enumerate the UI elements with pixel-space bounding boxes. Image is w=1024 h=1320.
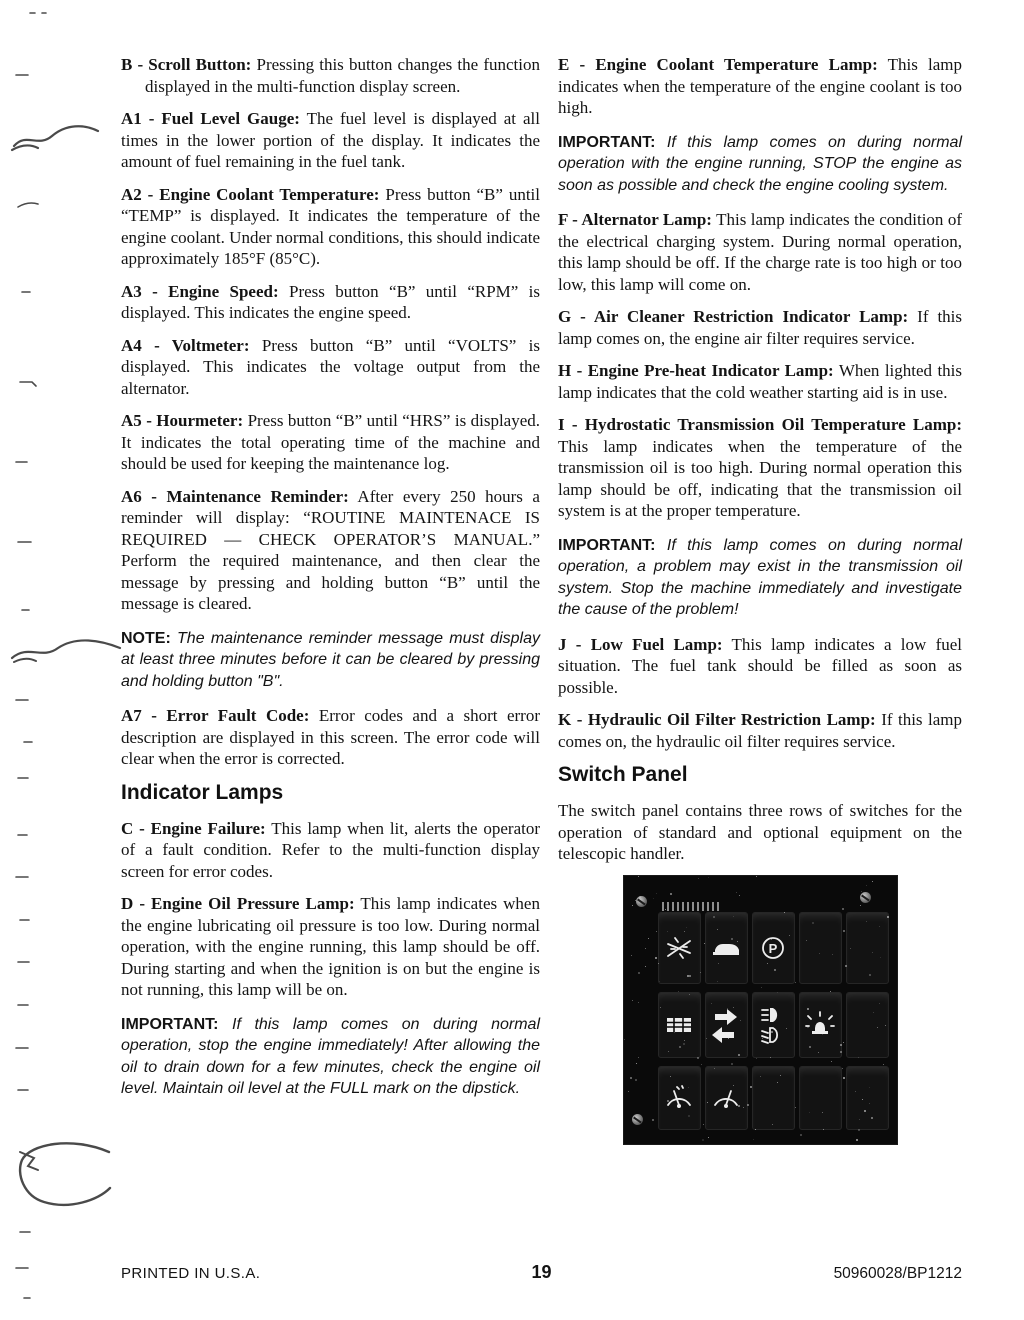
photo-grain xyxy=(679,1046,681,1048)
photo-grain xyxy=(706,1038,707,1039)
photo-grain xyxy=(670,1076,671,1077)
turn-signals-switch-icon xyxy=(711,1006,741,1044)
callout-lead: IMPORTANT: xyxy=(558,536,656,554)
manual-entry xyxy=(121,108,540,173)
manual-entry xyxy=(558,634,962,699)
photo-grain xyxy=(860,905,861,906)
entry-lead: H - Engine Pre-heat Indicator Lamp: xyxy=(558,361,834,380)
entry-text: After every 250 hours a reminder will display: “ROUTINE MAINTENACE IS REQUIRED — CHECK OPERATOR’S MANUAL.” Perform the required maintenance, and then clear the message by pressing and holding button “B” until the message is cleared. xyxy=(121,486,540,613)
manual-entry xyxy=(121,893,540,1001)
photo-grain xyxy=(667,931,668,932)
photo-grain xyxy=(648,938,649,939)
photo-grain xyxy=(743,1107,744,1108)
photo-grain xyxy=(697,1057,699,1059)
rocker-switch xyxy=(752,992,795,1058)
callout-paragraph xyxy=(121,628,540,693)
photo-grain xyxy=(655,957,657,959)
entry-lead: A4 - Voltmeter: xyxy=(121,335,250,355)
photo-grain xyxy=(668,1051,669,1052)
photo-grain xyxy=(760,1076,761,1077)
right-column xyxy=(558,54,962,1144)
photo-grain xyxy=(750,1086,752,1088)
photo-grain xyxy=(872,881,873,882)
photo-grain xyxy=(761,987,762,988)
frame-level-switch-icon xyxy=(664,935,694,961)
photo-grain xyxy=(755,1129,756,1130)
photo-grain xyxy=(772,1124,773,1125)
photo-grain xyxy=(707,1102,708,1103)
entry-lead: E - Engine Coolant Temperature Lamp: xyxy=(558,55,878,74)
photo-grain xyxy=(737,941,738,942)
manual-entry xyxy=(121,184,540,270)
rocker-switch xyxy=(846,912,889,984)
photo-grain xyxy=(674,1091,675,1092)
photo-grain xyxy=(771,1031,773,1033)
photo-grain xyxy=(738,1054,740,1056)
entry-lead: D - Engine Oil Pressure Lamp: xyxy=(121,894,355,913)
manual-entry xyxy=(558,209,962,295)
section-heading: Indicator Lamps xyxy=(121,780,284,804)
publication-code: 50960028/BP1212 xyxy=(833,1265,962,1282)
photo-grain xyxy=(762,1038,763,1039)
callout-lead: IMPORTANT: xyxy=(121,1015,219,1033)
entry-lead: J - Low Fuel Lamp: xyxy=(558,634,723,654)
photo-grain xyxy=(866,921,867,922)
manual-entry xyxy=(121,281,540,324)
front-wiper-switch-icon xyxy=(664,1085,694,1111)
entry-text: This lamp when lit, alerts the operator of a fault condition. Refer to the multi-function display screen for error codes. xyxy=(121,818,540,881)
photo-grain xyxy=(780,1075,781,1076)
entry-text: Press button “B” until “VOLTS” is displayed. This indicates the voltage output from the alternator. xyxy=(121,335,541,398)
photo-grain xyxy=(704,943,705,944)
photo-grain xyxy=(858,1057,859,1058)
photo-grain xyxy=(733,1007,734,1008)
photo-grain xyxy=(842,908,844,910)
manual-entry xyxy=(121,705,540,770)
photo-grain xyxy=(658,963,659,964)
page-number: 19 xyxy=(531,1262,552,1282)
entry-text: This lamp indicates when the temperature of the engine coolant is too high. xyxy=(558,55,962,117)
photo-grain xyxy=(822,1034,823,1035)
photo-grain xyxy=(635,1079,637,1081)
rocker-switch xyxy=(799,992,842,1058)
entry-text: Pressing this button changes the function displayed in the multi-function display screen. xyxy=(145,55,540,96)
entry-text: If this lamp comes on, the hydraulic oil filter requires service. xyxy=(558,710,963,751)
rocker-switch xyxy=(752,1066,795,1130)
printed-in-label: PRINTED IN U.S.A. xyxy=(121,1265,261,1282)
photo-grain xyxy=(689,994,690,995)
entry-lead: A2 - Engine Coolant Temperature: xyxy=(121,184,380,204)
photo-grain xyxy=(770,1057,771,1058)
entry-text: Press button “B” until “TEMP” is displayed. It indicates the temperature of the engine coolant. Under normal conditions, this should indicate approximately 185°F (85°C). xyxy=(121,184,540,268)
photo-grain xyxy=(832,954,833,955)
manual-entry xyxy=(558,306,962,349)
entry-lead: A1 - Fuel Level Gauge: xyxy=(121,109,300,128)
photo-grain xyxy=(756,876,757,877)
photo-grain xyxy=(645,948,646,949)
photo-grain xyxy=(855,1091,856,1092)
photo-grain xyxy=(665,909,666,910)
photo-grain xyxy=(777,1082,778,1083)
photo-grain xyxy=(843,1042,844,1043)
photo-grain xyxy=(638,1057,639,1058)
photo-grain xyxy=(843,1077,845,1079)
rocker-switch xyxy=(705,1066,748,1130)
callout-text: If this lamp comes on during normal operation, stop the engine immediately! After allowing the oil to drain down for a few minutes, check the engine oil level. Maintain oil level at the FULL mark on the dipstick. xyxy=(121,1015,540,1097)
photo-grain xyxy=(818,1052,819,1053)
svg-text:P: P xyxy=(768,940,778,956)
parking-brake-switch-icon xyxy=(760,935,786,961)
photo-grain xyxy=(687,975,689,977)
entry-lead: G - Air Cleaner Restriction Indicator Lamp: xyxy=(558,307,909,326)
photo-grain xyxy=(636,1063,637,1064)
photo-grain xyxy=(728,1018,729,1019)
photo-grain xyxy=(733,1085,734,1086)
switch-panel-photo xyxy=(624,876,897,1144)
photo-grain xyxy=(756,1058,757,1059)
photo-grain xyxy=(684,931,685,932)
photo-grain xyxy=(800,1134,802,1136)
photo-grain xyxy=(873,1012,874,1013)
rocker-switch xyxy=(799,912,842,984)
callout-lead: IMPORTANT: xyxy=(558,133,656,151)
photo-grain xyxy=(656,931,657,932)
photo-grain xyxy=(871,1117,873,1119)
photo-grain xyxy=(639,896,641,898)
callout-text: If this lamp comes on during normal operation, a problem may exist in the transmission oil system. Stop the machine immediately and investigate the cause of the problem! xyxy=(558,536,962,618)
switch-row xyxy=(658,992,889,1056)
photo-grain xyxy=(632,905,633,906)
photo-grain xyxy=(717,929,718,930)
photo-grain xyxy=(809,1046,811,1048)
photo-grain xyxy=(809,1112,810,1113)
photo-grain xyxy=(840,1044,842,1046)
photo-grain xyxy=(659,981,660,982)
photo-grain xyxy=(683,1043,685,1045)
photo-grain xyxy=(877,1027,878,1028)
photo-grain xyxy=(678,991,679,992)
screw-icon xyxy=(636,896,647,907)
photo-grain xyxy=(864,1110,866,1112)
photo-grain xyxy=(717,981,718,982)
callout-paragraph xyxy=(121,1014,540,1100)
photo-grain xyxy=(660,1007,661,1008)
switch-row xyxy=(658,912,889,982)
photo-grain xyxy=(771,939,772,940)
photo-grain xyxy=(822,1112,823,1113)
photo-grain xyxy=(767,1038,768,1039)
photo-grain xyxy=(739,895,740,896)
manual-entry xyxy=(121,486,540,615)
photo-grain xyxy=(885,1025,886,1026)
photo-grain xyxy=(638,972,640,974)
rocker-switch xyxy=(658,1066,701,1130)
scan-artifacts xyxy=(0,0,140,1320)
photo-grain xyxy=(879,926,880,927)
beacon-switch-icon xyxy=(805,1010,835,1040)
photo-grain xyxy=(656,893,657,894)
photo-grain xyxy=(700,972,701,973)
photo-grain xyxy=(856,1139,858,1141)
photo-grain xyxy=(702,1139,704,1141)
entry-text: When lighted this lamp indicates that the cold weather starting aid is in use. xyxy=(558,361,963,402)
entry-text: This lamp indicates the condition of the electrical charging system. During normal operation, this lamp should be off. If the charge rate is too high or too low, this lamp will come on. xyxy=(558,210,963,294)
body-paragraph: The switch panel contains three rows of switches for the operation of standard and optional equipment on the telescopic handler. xyxy=(558,801,962,863)
photo-grain xyxy=(786,1028,787,1029)
rocker-switch xyxy=(846,1066,889,1130)
entry-text: This lamp indicates when the engine lubricating oil pressure is too low. During normal operation, with the engine running, this lamp should be off. During starting and when the ignition is on but the engine is not running, this lamp will be on. xyxy=(121,894,540,999)
photo-grain xyxy=(887,916,889,918)
photo-grain xyxy=(795,1107,796,1108)
entry-text: The fuel level is displayed at all times in the lower portion of the display. It indicates the amount of fuel remaining in the fuel tank. xyxy=(121,109,540,171)
photo-grain xyxy=(631,955,632,956)
photo-grain xyxy=(733,916,734,917)
photo-grain xyxy=(684,1040,685,1041)
photo-grain xyxy=(861,891,862,892)
work-lights-switch-icon xyxy=(664,1014,694,1036)
entry-lead: A3 - Engine Speed: xyxy=(121,281,279,301)
photo-grain xyxy=(872,952,873,953)
photo-grain xyxy=(667,1100,669,1102)
entry-text: If this lamp comes on, the engine air filter requires service. xyxy=(558,307,963,348)
photo-grain xyxy=(731,1063,733,1065)
rocker-switch xyxy=(846,992,889,1058)
manual-entry xyxy=(121,818,540,883)
entry-lead: K - Hydraulic Oil Filter Restriction Lamp: xyxy=(558,710,876,729)
photo-grain xyxy=(718,963,719,964)
entry-text: Press button “B” until “RPM” is displayed. This indicates the engine speed. xyxy=(121,281,541,322)
photo-grain xyxy=(632,1000,633,1001)
photo-grain xyxy=(689,975,691,977)
photo-grain xyxy=(806,940,807,941)
photo-grain xyxy=(777,992,778,993)
screw-icon xyxy=(860,892,871,903)
photo-grain xyxy=(819,953,820,954)
section-heading: Switch Panel xyxy=(558,763,688,786)
page-footer xyxy=(121,1262,962,1283)
photo-grain xyxy=(701,1064,702,1065)
switch-label-artifact xyxy=(662,902,722,911)
photo-grain xyxy=(645,966,646,967)
photo-grain xyxy=(823,1129,824,1130)
photo-grain xyxy=(763,1009,764,1010)
photo-grain xyxy=(784,912,785,913)
manual-entry xyxy=(558,709,962,752)
photo-grain xyxy=(879,1003,880,1004)
entry-text: This lamp indicates when the temperature of the transmission oil is too high. During normal operation this lamp should be off, indicating that the transmission oil system is at the proper temperature. xyxy=(558,436,962,520)
photo-grain xyxy=(830,991,831,992)
photo-grain xyxy=(736,892,737,893)
entry-lead: A6 - Maintenance Reminder: xyxy=(121,486,349,506)
photo-grain xyxy=(703,1124,704,1125)
photo-grain xyxy=(845,965,847,967)
manual-entry xyxy=(121,335,540,400)
photo-grain xyxy=(789,935,790,936)
photo-grain xyxy=(624,1039,625,1040)
photo-grain xyxy=(638,1002,639,1003)
photo-grain xyxy=(840,1051,842,1053)
entry-text: This lamp indicates a low fuel situation. The fuel tank should be filled as soon as possible. xyxy=(558,634,962,697)
photo-grain xyxy=(807,1008,809,1010)
photo-grain xyxy=(812,922,814,924)
photo-grain xyxy=(767,963,768,964)
rocker-switch xyxy=(799,1066,842,1130)
photo-grain xyxy=(653,898,654,899)
photo-grain xyxy=(688,1115,690,1117)
photo-grain xyxy=(862,1099,863,1100)
photo-grain xyxy=(688,1087,689,1088)
entry-lead: F - Alternator Lamp: xyxy=(558,210,712,229)
rocker-switch xyxy=(705,992,748,1058)
photo-grain xyxy=(698,878,699,879)
photo-grain xyxy=(708,877,709,878)
rocker-switch xyxy=(705,912,748,984)
rocker-switch xyxy=(658,992,701,1058)
photo-grain xyxy=(635,900,636,901)
entry-lead: A7 - Error Fault Code: xyxy=(121,706,310,725)
rocker-switch xyxy=(658,912,701,984)
photo-grain xyxy=(738,1105,740,1107)
callout-paragraph xyxy=(558,132,962,197)
entry-lead: A5 - Hourmeter: xyxy=(121,411,244,430)
entry-text: Error codes and a short error description are displayed in this screen. The error code will clear when the error is corrected. xyxy=(121,706,540,768)
photo-grain xyxy=(628,1091,629,1092)
photo-grain xyxy=(753,1139,754,1140)
entry-lead: I - Hydrostatic Transmission Oil Temperature Lamp: xyxy=(558,415,962,434)
rear-wiper-switch-icon xyxy=(711,1085,741,1111)
photo-grain xyxy=(859,1119,860,1120)
photo-grain xyxy=(869,1103,870,1104)
manual-entry xyxy=(558,414,962,522)
photo-grain xyxy=(866,885,867,886)
photo-grain xyxy=(843,930,845,932)
photo-grain xyxy=(747,1104,749,1106)
screw-icon xyxy=(632,1114,643,1125)
photo-grain xyxy=(713,916,715,918)
callout-text: The maintenance reminder message must display at least three minutes before it can be cleared by pressing and holding button "B". xyxy=(121,629,540,690)
manual-entry xyxy=(121,410,540,475)
photo-grain xyxy=(880,957,881,958)
photo-grain xyxy=(795,982,796,983)
photo-grain xyxy=(686,927,687,928)
manual-entry xyxy=(558,360,962,403)
rocker-switch xyxy=(752,912,795,984)
photo-grain xyxy=(731,938,733,940)
photo-grain xyxy=(727,1008,728,1009)
photo-grain xyxy=(652,1119,654,1121)
manual-entry xyxy=(558,54,962,119)
switch-row xyxy=(658,1066,889,1128)
entry-lead: C - Engine Failure: xyxy=(121,818,266,838)
photo-grain xyxy=(670,893,672,895)
headlights-switch-icon xyxy=(759,1005,787,1045)
photo-grain xyxy=(728,1038,729,1039)
photo-grain xyxy=(740,1020,741,1021)
photo-grain xyxy=(869,974,871,976)
photo-grain xyxy=(850,948,851,949)
photo-grain xyxy=(869,1087,870,1088)
left-column xyxy=(121,54,540,1113)
callout-paragraph xyxy=(558,535,962,621)
photo-grain xyxy=(711,1003,712,1004)
photo-grain xyxy=(807,1026,809,1028)
photo-grain xyxy=(674,1032,675,1033)
photo-grain xyxy=(831,1061,832,1062)
photo-grain xyxy=(858,1129,860,1131)
callout-lead: NOTE: xyxy=(121,629,171,647)
photo-grain xyxy=(638,876,639,877)
callout-text: If this lamp comes on during normal operation with the engine running, STOP the engine as soon as possible and check the engine cooling system. xyxy=(558,133,962,194)
photo-grain xyxy=(714,1068,715,1069)
photo-grain xyxy=(842,1068,843,1069)
photo-grain xyxy=(630,1077,632,1079)
photo-grain xyxy=(883,1064,884,1065)
photo-grain xyxy=(774,969,776,971)
photo-grain xyxy=(708,1137,709,1138)
entry-lead: B - Scroll Button: xyxy=(121,55,252,74)
entry-text: Press button “B” until “HRS” is displayed. It indicates the total operating time of the machine and should be used for keeping the maintenance log. xyxy=(121,411,541,473)
manual-entry xyxy=(121,54,540,97)
